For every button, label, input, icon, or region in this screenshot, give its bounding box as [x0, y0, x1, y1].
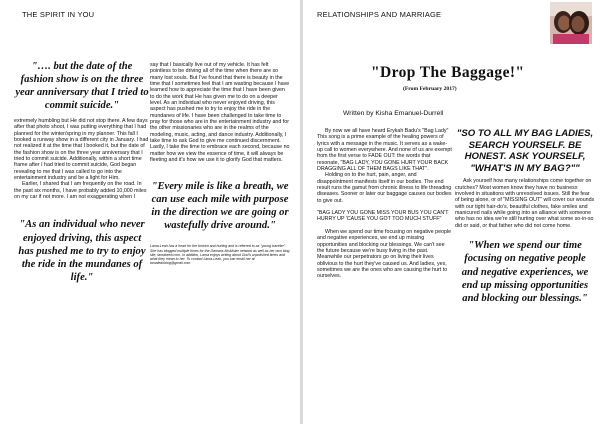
- right-page: [303, 0, 600, 424]
- right-column-1: [317, 128, 453, 280]
- body-paragraph: When we spend our time focusing on negative people and negative experiences, we end up missing opportunities and blocking our blessings. We can't see the future because we're busy living in the past. Meanwhile our perpetrators go on living their lives oblivious to the hurt they've caused us. And ladies, yes, sometimes we are the ones who are causing the hurt to ourselves.: [317, 228, 452, 280]
- body-paragraph: say that I basically live out of my vehicle. It has felt pointless to be driving all of the time when there are so many lost souls. But I've found that there is beauty in the time that I sometimes feel that I am wasting because I have learned how to appreciate the time that I have been given to do the work that He has given me to do on a deeper level. As an individual who never enjoyed driving, this aspect has pushed me to try to enjoy the ride in the mundanes of life. I have been challenged to take time to pray for those who are in the entertainment industry and for the other missionaries who are in the realms of the modeling, music, acting, and dance industry. Additionally, I take time to ask God to give me continued discernment. Lastly, I take the time to embrace each second, because no matter how we view the essence of time, it will always be fleeting and it's how we use it to glorify God that matters.: [150, 62, 290, 164]
- author-bio: Lama-Leah has a heart for the broken and hurting and is referred to as "young traveler". She has blogged multiple times for the Damaris McAlister network as well as her own blog site, lamakeeb.com. In addition, Lama enjoys writing about God's unpolished times and what they mean to her. To contact Lama-Leah, you can email her at lamaleahblog@gmail.com.: [150, 244, 290, 266]
- body-paragraph: "BAG LADY YOU GONE MISS YOUR BUS YOU CAN'T HURRY UP 'CAUSE YOU GOT TOO MUCH STUFF": [317, 210, 449, 223]
- pull-quote-top-right: "SO TO ALL MY BAG LADIES, SEARCH YOURSELF. BE HONEST. ASK YOURSELF, "WHAT'S IN MY BAG?"": [456, 128, 594, 174]
- body-paragraph: Earlier, I shared that I am frequently on the road. In the past six months, I have probably added 10,000 miles on my car if not more. I am not exaggerating when I: [14, 181, 147, 201]
- body-paragraph: Holding on to the hurt, pain, anger, and disappointment manifests itself in our bodies. The end result runs the gamut from chronic illness to life threading diseases. Sooner or later our baggage causes our bodies to give out.: [317, 172, 452, 204]
- pull-quote-mid: "Every mile is like a breath, we can use each mile with purpose in the direction we are going or wastefully drive around.": [151, 180, 289, 232]
- body-paragraph: extremely humbling but He did not stop there. A few days after that photo shoot, I was putting everything that I had planned for the winter/spring in my planner. This fall I booked a runway show in a different city in January. I had not realized it at the time that I booked it, but the date of the fashion show is on the three year anniversary that I tried to commit suicide. Additionally, within a short time frame after I had tried to commit suicide, God began revealing to me that I was called to go into the entertainment industry and be a light for Him.: [14, 118, 149, 182]
- section-header-right: RELATIONSHIPS AND MARRIAGE: [317, 10, 442, 19]
- pull-quote-top: "…. but the date of the fashion show is on the three year anniversary that I tried to commit suicide.": [15, 61, 149, 111]
- pull-quote-bottom: "As an individual who never enjoyed driving, this aspect has pushed me to try to enjoy the ride in the mundanes of life.": [18, 219, 146, 284]
- left-column-2: [150, 62, 290, 265]
- article-subhead: (From February 2017): [403, 86, 457, 92]
- section-header-left: THE SPIRIT IN YOU: [22, 10, 95, 19]
- left-column-1: [14, 60, 150, 284]
- body-paragraph: Ask yourself how many relationships come together on crutches? Most women know they have no business involved in situations with unresolved issues. Still the fear of being alone, or of "MISSING OUT" will cover our wounds with our tight hair-do's, beautiful clothes, fake smiles and manicured nails while going into an alliance with someone who has no idea we're still hurting over what some so-in-so did or said, or that father who did not come home.: [455, 178, 595, 229]
- author-photo: [550, 2, 592, 44]
- body-paragraph: By now we all have heard Erykah Badu's "Bag Lady" This song is a prime example of the healing powers of lyrics with a message in the music. It serves as a wake- up call to women everywhere. And none of us are exempt from the first verse to FADE OUT: the words that resonate, "BAG LADY, YOU GONE HURT YOUR BACK DRAGGING ALL OF THEM BAGS LIKE THAT".: [317, 128, 452, 173]
- right-column-2: [455, 128, 595, 305]
- pull-quote-bottom-right: "When we spend our time focusing on negative people and negative experiences, we end up missing opportunities and blocking our blessings.": [461, 240, 589, 304]
- article-headline: "Drop The Baggage!": [371, 64, 525, 81]
- article-byline: Written by Kisha Emanuel-Durrell: [343, 110, 444, 117]
